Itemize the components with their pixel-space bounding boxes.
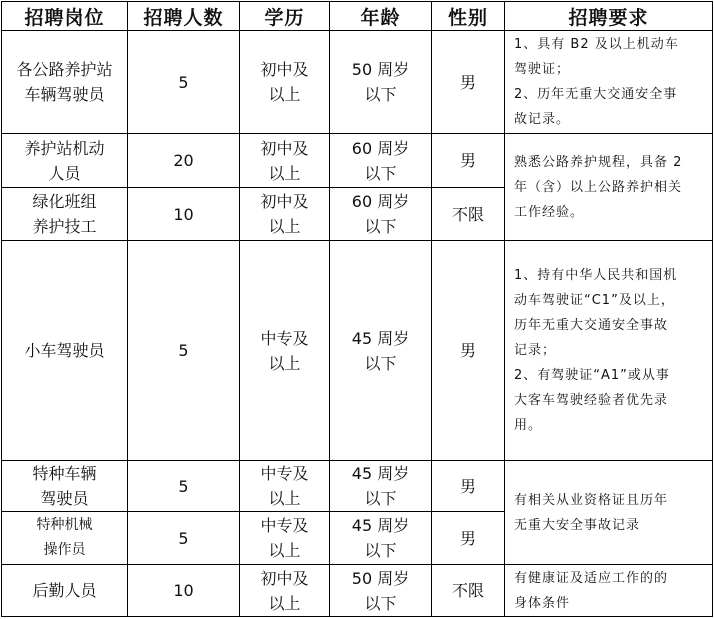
- requirements-cell: 有健康证及适应工作的的 身体条件: [505, 565, 713, 617]
- table-row: [2, 31, 713, 134]
- count-cell: 5: [128, 31, 240, 134]
- position-cell: 养护站机动 人员: [2, 134, 128, 188]
- education-cell: 初中及 以上: [240, 188, 330, 241]
- table-row: [2, 461, 713, 512]
- position-cell: 绿化班组 养护技工: [2, 188, 128, 241]
- education-cell: 初中及 以上: [240, 565, 330, 617]
- table-row: [2, 565, 713, 617]
- age-cell: 45 周岁 以下: [330, 512, 432, 565]
- gender-cell: 男: [432, 134, 505, 188]
- age-cell: 50 周岁 以下: [330, 31, 432, 134]
- count-cell: 10: [128, 565, 240, 617]
- position-cell: 小车驾驶员: [2, 241, 128, 461]
- header-education: 学历: [240, 2, 330, 31]
- position-cell: 特种车辆 驾驶员: [2, 461, 128, 512]
- age-cell: 45 周岁 以下: [330, 241, 432, 461]
- gender-cell: 不限: [432, 565, 505, 617]
- header-position: 招聘岗位: [2, 2, 128, 31]
- gender-cell: 男: [432, 241, 505, 461]
- education-cell: 中专及 以上: [240, 241, 330, 461]
- education-cell: 初中及 以上: [240, 31, 330, 134]
- education-cell: 初中及 以上: [240, 134, 330, 188]
- age-cell: 60 周岁 以下: [330, 188, 432, 241]
- count-cell: 5: [128, 512, 240, 565]
- gender-cell: 不限: [432, 188, 505, 241]
- requirements-cell: 1、具有 B2 及以上机动车 驾驶证； 2、历年无重大交通安全事 故记录。: [505, 31, 713, 134]
- gender-cell: 男: [432, 512, 505, 565]
- count-cell: 20: [128, 134, 240, 188]
- count-cell: 10: [128, 188, 240, 241]
- count-cell: 5: [128, 241, 240, 461]
- requirements-cell-maintenance: 熟悉公路养护规程，具备 2 年（含）以上公路养护相关 工作经验。: [505, 134, 713, 241]
- header-age: 年龄: [330, 2, 432, 31]
- gender-cell: 男: [432, 31, 505, 134]
- position-cell: 后勤人员: [2, 565, 128, 617]
- recruitment-table: [1, 1, 713, 617]
- requirements-cell: 1、持有中华人民共和国机 动车驾驶证“C1”及以上， 历年无重大交通安全事故 记录； 2、有驾驶证“A1”或从事 大客车驾驶经验者优先录 用。: [505, 241, 713, 461]
- gender-cell: 男: [432, 461, 505, 512]
- count-cell: 5: [128, 461, 240, 512]
- header-requirements: 招聘要求: [505, 2, 713, 31]
- header-gender: 性别: [432, 2, 505, 31]
- table-row: [2, 134, 713, 188]
- education-cell: 中专及 以上: [240, 512, 330, 565]
- table-row: [2, 241, 713, 461]
- header-count: 招聘人数: [128, 2, 240, 31]
- requirements-cell-special: 有相关从业资格证且历年 无重大安全事故记录: [505, 461, 713, 565]
- age-cell: 45 周岁 以下: [330, 461, 432, 512]
- age-cell: 50 周岁 以下: [330, 565, 432, 617]
- position-cell: 各公路养护站 车辆驾驶员: [2, 31, 128, 134]
- education-cell: 中专及 以上: [240, 461, 330, 512]
- header-row: [2, 2, 713, 31]
- position-cell: 特种机械 操作员: [2, 512, 128, 565]
- age-cell: 60 周岁 以下: [330, 134, 432, 188]
